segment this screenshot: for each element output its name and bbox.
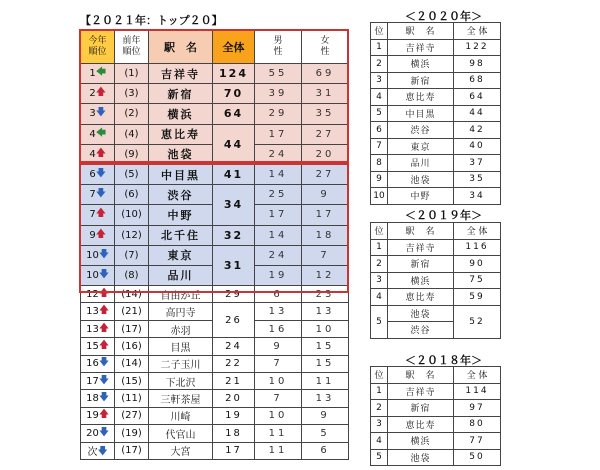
male-cell: 17 xyxy=(255,124,302,144)
table-row xyxy=(81,84,349,104)
table-row xyxy=(81,338,349,355)
arrow-left-icon: 🡄 xyxy=(95,127,107,139)
rank-cell xyxy=(81,124,115,144)
female-cell: 69 xyxy=(302,64,349,84)
header-cell: 全 体 xyxy=(454,223,501,240)
station-name-cell: 渋谷 xyxy=(388,322,454,339)
table-row xyxy=(371,138,501,155)
prev-rank-cell: (27) xyxy=(115,407,149,424)
station-name-cell: 新宿 xyxy=(388,72,454,89)
total-cell: 124 xyxy=(213,64,255,84)
title-2019: ＜２０１９年＞ xyxy=(405,209,482,222)
male-cell: 14 xyxy=(255,225,302,245)
arrow-up-icon: 🡅 xyxy=(98,305,110,317)
arrow-down-icon: 🡇 xyxy=(95,168,106,180)
station-name-cell: 新宿 xyxy=(388,400,454,417)
female-cell: 27 xyxy=(302,164,349,184)
table-row xyxy=(81,164,349,184)
rank-cell: 5 xyxy=(371,105,388,122)
total-cell: 31 xyxy=(213,245,255,285)
table-row xyxy=(81,303,349,320)
male-cell: 14 xyxy=(255,164,302,184)
total-cell: 32 xyxy=(213,225,255,245)
table-row xyxy=(371,72,501,89)
male-cell: 55 xyxy=(255,64,302,84)
station-name-cell: 渋谷 xyxy=(388,122,454,139)
table-row xyxy=(371,105,501,122)
table-row xyxy=(81,185,349,205)
header-rank: 今年 順位 xyxy=(81,31,115,64)
title-2018: ＜２０１８年＞ xyxy=(405,354,482,367)
station-name-cell: 目黒 xyxy=(149,338,213,355)
rank-value: 15 xyxy=(86,340,99,352)
station-name-cell: 中目黒 xyxy=(388,105,454,122)
female-cell: 9 xyxy=(302,407,349,424)
arrow-up-icon: 🡅 xyxy=(95,147,106,159)
station-name-cell: 代官山 xyxy=(149,425,213,442)
total-cell: 50 xyxy=(454,449,501,466)
total-cell: 97 xyxy=(454,400,501,417)
rank-cell: 2 xyxy=(371,256,388,273)
rank-cell: 10 xyxy=(371,188,388,205)
total-cell: 17 xyxy=(213,442,255,459)
header-station-name: 駅 名 xyxy=(149,31,213,64)
rank-cell xyxy=(81,164,115,184)
female-cell: 15 xyxy=(302,338,349,355)
rank-cell xyxy=(81,245,115,265)
table-row xyxy=(371,122,501,139)
rank-cell: 1 xyxy=(371,383,388,400)
table-row xyxy=(81,425,349,442)
total-cell: 59 xyxy=(454,289,501,306)
female-cell: 35 xyxy=(302,104,349,124)
male-cell: 9 xyxy=(255,338,302,355)
station-name-cell: 二子玉川 xyxy=(149,355,213,372)
prev-rank-cell: (4) xyxy=(115,124,149,144)
station-name-cell: 吉祥寺 xyxy=(388,383,454,400)
header-prev-rank: 前年 順位 xyxy=(115,31,149,64)
arrow-down-icon: 🡇 xyxy=(98,357,110,369)
station-name-cell: 新宿 xyxy=(149,84,213,104)
station-name-cell: 自由が丘 xyxy=(149,286,213,303)
station-name-cell: 下北沢 xyxy=(149,373,213,390)
prev-rank-cell: (21) xyxy=(115,303,149,320)
prev-rank-cell: (7) xyxy=(115,245,149,265)
station-name-cell: 横浜 xyxy=(388,272,454,289)
table-row xyxy=(371,56,501,73)
rank-value: 9 xyxy=(89,229,96,241)
station-name-cell: 池袋 xyxy=(388,305,454,322)
table-row xyxy=(81,245,349,265)
female-cell: 27 xyxy=(302,124,349,144)
female-cell: 5 xyxy=(302,425,349,442)
station-name-cell: 吉祥寺 xyxy=(149,64,213,84)
station-name-cell: 恵比寿 xyxy=(388,289,454,306)
rank-cell xyxy=(81,265,115,285)
arrow-up-icon: 🡅 xyxy=(98,409,110,421)
total-cell: 42 xyxy=(454,122,501,139)
arrow-up-icon: 🡅 xyxy=(95,87,106,99)
rank-value: 13 xyxy=(86,306,99,318)
ranking-table-2019 xyxy=(370,222,501,339)
table-row xyxy=(371,39,501,56)
station-name-cell: 北千住 xyxy=(149,225,213,245)
total-cell: 70 xyxy=(213,84,255,104)
table-row xyxy=(371,171,501,188)
total-cell: 19 xyxy=(213,407,255,424)
header-cell: 駅 名 xyxy=(388,223,454,240)
prev-rank-cell: (12) xyxy=(115,225,149,245)
station-name-cell: 吉祥寺 xyxy=(388,39,454,56)
ranking-table-2018 xyxy=(370,366,501,466)
male-cell: 11 xyxy=(255,425,302,442)
table-row xyxy=(81,225,349,245)
total-cell: 24 xyxy=(213,338,255,355)
table-row xyxy=(81,407,349,424)
arrow-down-icon: 🡇 xyxy=(98,268,110,280)
female-cell: 17 xyxy=(302,205,349,225)
rank-cell: 2 xyxy=(371,56,388,73)
table-row xyxy=(371,89,501,106)
male-cell: 10 xyxy=(255,373,302,390)
station-name-cell: 新宿 xyxy=(388,256,454,273)
station-name-cell: 品川 xyxy=(149,265,213,285)
rank-value: 7 xyxy=(89,189,96,201)
total-cell: 21 xyxy=(213,373,255,390)
ranking-table-2020 xyxy=(370,22,501,205)
rank-value: 6 xyxy=(89,169,96,181)
station-name-cell: 横浜 xyxy=(388,433,454,450)
table-row xyxy=(371,289,501,306)
female-cell: 23 xyxy=(302,286,349,303)
rank-cell: 1 xyxy=(371,239,388,256)
female-cell: 6 xyxy=(302,442,349,459)
total-cell: 26 xyxy=(213,303,255,338)
rank-cell xyxy=(81,205,115,225)
rank-value: 13 xyxy=(86,323,99,335)
male-cell: 13 xyxy=(255,303,302,320)
arrow-down-icon: 🡇 xyxy=(98,426,110,438)
prev-rank-cell: (5) xyxy=(115,164,149,184)
total-cell: 18 xyxy=(213,425,255,442)
table-row xyxy=(81,286,349,303)
total-cell: 64 xyxy=(213,104,255,124)
title-2021: 【２０２１年：トップ２０】 xyxy=(80,14,223,27)
station-name-cell: 三軒茶屋 xyxy=(149,390,213,407)
rank-cell xyxy=(81,286,115,303)
female-cell: 7 xyxy=(302,245,349,265)
rank-cell: 9 xyxy=(371,171,388,188)
rank-cell: 2 xyxy=(371,400,388,417)
rank-cell xyxy=(81,442,115,459)
rank-value: 4 xyxy=(89,128,96,140)
rank-cell xyxy=(81,407,115,424)
rank-value: 10 xyxy=(86,269,99,281)
header-cell: 位 xyxy=(371,223,388,240)
table-header xyxy=(81,31,349,64)
table-row xyxy=(81,373,349,390)
rank-cell xyxy=(81,303,115,320)
total-cell: 29 xyxy=(213,286,255,303)
rank-cell xyxy=(81,144,115,164)
rank-cell: 1 xyxy=(371,39,388,56)
header-cell: 駅 名 xyxy=(388,23,454,40)
male-cell: 7 xyxy=(255,390,302,407)
rank-value: 次 xyxy=(87,447,98,459)
prev-rank-cell: (19) xyxy=(115,425,149,442)
male-cell: 39 xyxy=(255,84,302,104)
table-row xyxy=(371,239,501,256)
rank-cell: 5 xyxy=(371,305,388,338)
total-cell: 114 xyxy=(454,383,501,400)
station-name-cell: 東京 xyxy=(149,245,213,265)
prev-rank-cell: (8) xyxy=(115,265,149,285)
total-cell: 44 xyxy=(213,124,255,164)
table-header xyxy=(371,223,501,240)
prev-rank-cell: (10) xyxy=(115,205,149,225)
total-cell: 34 xyxy=(213,185,255,225)
arrow-left-icon: 🡄 xyxy=(95,67,107,79)
station-name-cell: 渋谷 xyxy=(149,185,213,205)
station-name-cell: 池袋 xyxy=(388,449,454,466)
female-cell: 18 xyxy=(302,225,349,245)
rank-cell xyxy=(81,338,115,355)
station-name-cell: 品川 xyxy=(388,155,454,172)
prev-rank-cell: (15) xyxy=(115,373,149,390)
female-cell: 13 xyxy=(302,303,349,320)
rank-value: 19 xyxy=(86,410,99,422)
station-name-cell: 横浜 xyxy=(388,56,454,73)
rank-value: 2 xyxy=(89,88,96,100)
arrow-down-icon: 🡇 xyxy=(97,446,108,458)
table-row xyxy=(371,416,501,433)
table-header xyxy=(371,23,501,40)
male-cell: 29 xyxy=(255,104,302,124)
total-cell: 68 xyxy=(454,72,501,89)
male-cell: 7 xyxy=(255,355,302,372)
arrow-up-icon: 🡅 xyxy=(98,322,110,334)
total-cell: 98 xyxy=(454,56,501,73)
arrow-down-icon: 🡇 xyxy=(98,374,110,386)
table-row xyxy=(371,272,501,289)
prev-rank-cell: (17) xyxy=(115,442,149,459)
rank-cell: 3 xyxy=(371,72,388,89)
header-cell: 全 体 xyxy=(454,367,501,384)
rank-cell xyxy=(81,84,115,104)
rank-value: 17 xyxy=(86,375,99,387)
table-row xyxy=(371,305,501,322)
total-cell: 37 xyxy=(454,155,501,172)
female-cell: 11 xyxy=(302,373,349,390)
total-cell: 41 xyxy=(213,164,255,184)
table-row xyxy=(371,383,501,400)
station-name-cell: 中目黒 xyxy=(149,164,213,184)
rank-value: 20 xyxy=(86,427,99,439)
rank-cell xyxy=(81,104,115,124)
rank-cell: 4 xyxy=(371,289,388,306)
rank-cell xyxy=(81,64,115,84)
ranking-table-2021 xyxy=(80,30,349,460)
header-cell: 全 体 xyxy=(454,23,501,40)
arrow-down-icon: 🡇 xyxy=(95,188,106,200)
rank-cell xyxy=(81,425,115,442)
rank-cell: 8 xyxy=(371,155,388,172)
total-cell: 64 xyxy=(454,89,501,106)
rank-cell: 7 xyxy=(371,138,388,155)
male-cell: 11 xyxy=(255,442,302,459)
total-cell: 116 xyxy=(454,239,501,256)
total-cell: 22 xyxy=(213,355,255,372)
table-row xyxy=(371,188,501,205)
table-row xyxy=(81,390,349,407)
rank-cell: 5 xyxy=(371,449,388,466)
prev-rank-cell: (11) xyxy=(115,390,149,407)
header-cell: 位 xyxy=(371,367,388,384)
rank-cell xyxy=(81,355,115,372)
rank-cell xyxy=(81,390,115,407)
table-row xyxy=(81,124,349,144)
station-name-cell: 池袋 xyxy=(149,144,213,164)
rank-cell xyxy=(81,185,115,205)
total-cell: 75 xyxy=(454,272,501,289)
table-row xyxy=(81,104,349,124)
male-cell: 24 xyxy=(255,144,302,164)
station-name-cell: 東京 xyxy=(388,138,454,155)
total-cell: 52 xyxy=(454,305,501,338)
prev-rank-cell: (6) xyxy=(115,185,149,205)
total-cell: 40 xyxy=(454,138,501,155)
female-cell: 15 xyxy=(302,355,349,372)
prev-rank-cell: (9) xyxy=(115,144,149,164)
arrow-down-icon: 🡇 xyxy=(98,248,110,260)
station-name-cell: 高円寺 xyxy=(149,303,213,320)
female-cell: 31 xyxy=(302,84,349,104)
male-cell: 17 xyxy=(255,205,302,225)
station-name-cell: 池袋 xyxy=(388,171,454,188)
arrow-up-icon: 🡅 xyxy=(95,208,106,220)
rank-value: 4 xyxy=(89,148,96,160)
male-cell: 10 xyxy=(255,407,302,424)
total-cell: 122 xyxy=(454,39,501,56)
female-cell: 12 xyxy=(302,265,349,285)
station-name-cell: 恵比寿 xyxy=(388,89,454,106)
arrow-up-icon: 🡅 xyxy=(98,287,110,299)
table-row xyxy=(81,355,349,372)
station-name-cell: 吉祥寺 xyxy=(388,239,454,256)
arrow-up-icon: 🡅 xyxy=(95,228,106,240)
prev-rank-cell: (1) xyxy=(115,64,149,84)
header-cell: 位 xyxy=(371,23,388,40)
table-row xyxy=(371,155,501,172)
rank-value: 18 xyxy=(86,393,99,405)
rank-value: 3 xyxy=(89,108,96,120)
header-male: 男 性 xyxy=(255,31,302,64)
table-row xyxy=(371,433,501,450)
prev-rank-cell: (17) xyxy=(115,320,149,337)
female-cell: 9 xyxy=(302,185,349,205)
rank-cell xyxy=(81,373,115,390)
station-name-cell: 恵比寿 xyxy=(388,416,454,433)
male-cell: 6 xyxy=(255,286,302,303)
rank-cell: 4 xyxy=(371,89,388,106)
arrow-down-icon: 🡇 xyxy=(95,107,106,119)
female-cell: 20 xyxy=(302,144,349,164)
prev-rank-cell: (2) xyxy=(115,104,149,124)
total-cell: 80 xyxy=(454,416,501,433)
rank-cell: 3 xyxy=(371,272,388,289)
arrow-up-icon: 🡅 xyxy=(98,339,110,351)
station-name-cell: 川崎 xyxy=(149,407,213,424)
header-cell: 駅 名 xyxy=(388,367,454,384)
female-cell: 13 xyxy=(302,390,349,407)
table-row xyxy=(371,256,501,273)
total-cell: 34 xyxy=(454,188,501,205)
station-name-cell: 大宮 xyxy=(149,442,213,459)
prev-rank-cell: (16) xyxy=(115,338,149,355)
rank-cell xyxy=(81,225,115,245)
station-name-cell: 中野 xyxy=(149,205,213,225)
total-cell: 20 xyxy=(213,390,255,407)
total-cell: 77 xyxy=(454,433,501,450)
male-cell: 16 xyxy=(255,320,302,337)
prev-rank-cell: (14) xyxy=(115,286,149,303)
header-female: 女 性 xyxy=(302,31,349,64)
male-cell: 24 xyxy=(255,245,302,265)
header-total: 全体 xyxy=(213,31,255,64)
prev-rank-cell: (14) xyxy=(115,355,149,372)
rank-value: 7 xyxy=(89,209,96,221)
male-cell: 19 xyxy=(255,265,302,285)
table-row xyxy=(371,400,501,417)
station-name-cell: 恵比寿 xyxy=(149,124,213,144)
rank-value: 1 xyxy=(89,68,96,80)
rank-cell: 6 xyxy=(371,122,388,139)
station-name-cell: 赤羽 xyxy=(149,320,213,337)
rank-cell: 3 xyxy=(371,416,388,433)
male-cell: 25 xyxy=(255,185,302,205)
arrow-down-icon: 🡇 xyxy=(98,392,110,404)
table-row xyxy=(81,442,349,459)
total-cell: 90 xyxy=(454,256,501,273)
title-2020: ＜２０２０年＞ xyxy=(405,10,482,23)
table-row xyxy=(81,64,349,84)
table-row xyxy=(371,449,501,466)
rank-value: 16 xyxy=(86,358,99,370)
rank-value: 12 xyxy=(86,288,99,300)
rank-cell: 4 xyxy=(371,433,388,450)
rank-cell xyxy=(81,320,115,337)
station-name-cell: 中野 xyxy=(388,188,454,205)
total-cell: 44 xyxy=(454,105,501,122)
total-cell: 35 xyxy=(454,171,501,188)
prev-rank-cell: (3) xyxy=(115,84,149,104)
rank-value: 10 xyxy=(86,249,99,261)
table-header xyxy=(371,367,501,384)
female-cell: 10 xyxy=(302,320,349,337)
station-name-cell: 横浜 xyxy=(149,104,213,124)
